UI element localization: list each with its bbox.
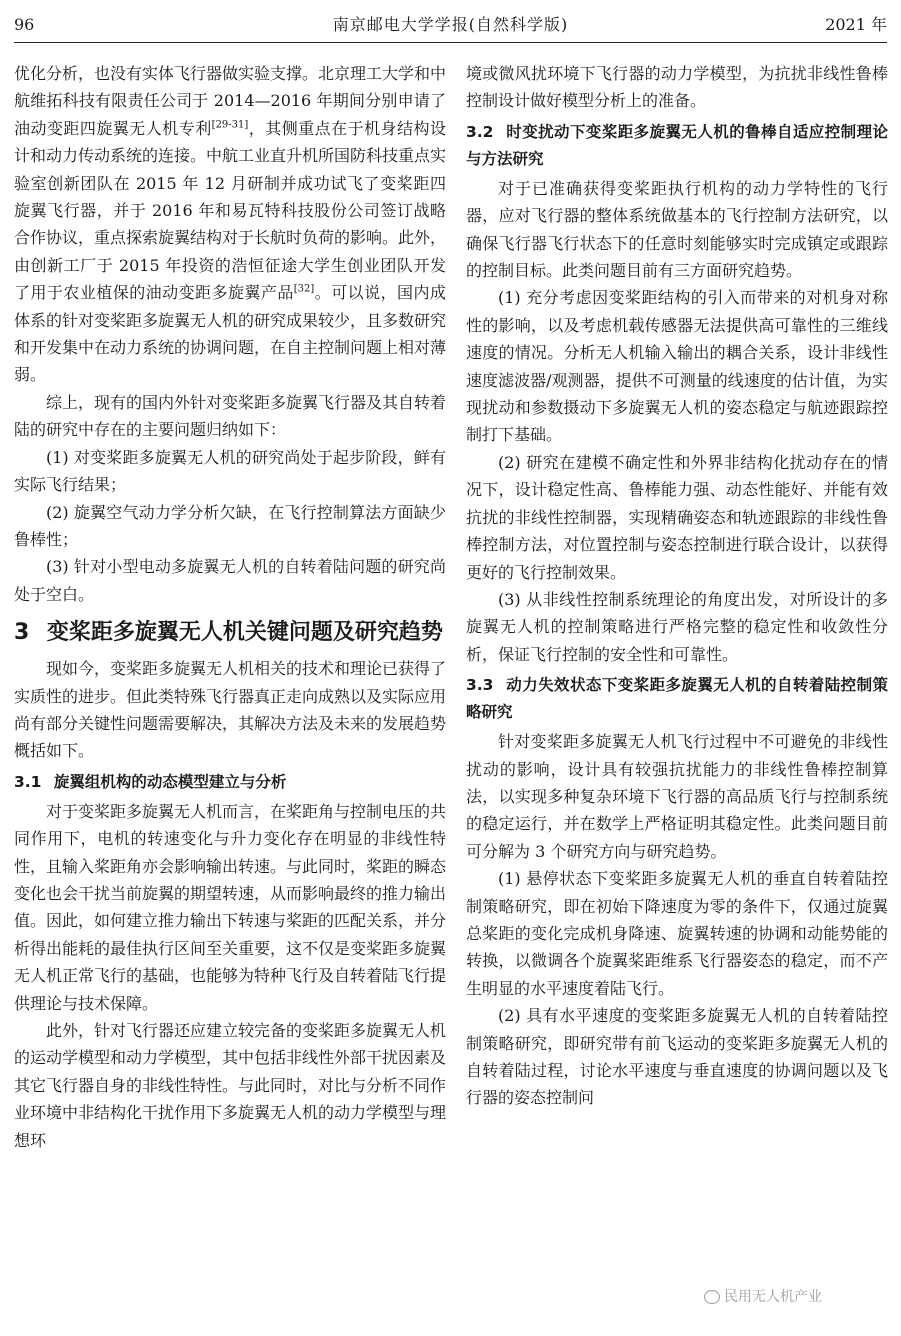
citation: [32]: [293, 283, 315, 295]
paragraph: 优化分析，也没有实体飞行器做实验支撑。北京理工大学和中航维拓科技有限责任公司于 2014—2016 年期间分别申请了油动变距四旋翼无人机专利[29-31]，其侧重点在于机身结构设计和动力传动系统的连接。中航工业直升机所国防科技重点实验室创新团队在 2015 年 12 月研制并成功试飞了变桨距四旋翼飞行器，并于 2016 年和易瓦特科技股份公司签订战略合作协议，重点探索旋翼结构对于长航时负荷的影响。此外，由创新工厂于 2015 年投资的浩恒征途大学生创业团队开发了用于农业植保的油动变距多旋翼产品[32]。可以说，国内成体系的针对变桨距多旋翼无人机的研究成果较少，且多数研究和开发集中在动力系统的协调问题，在自主控制问题上相对薄弱。: [14, 64, 447, 385]
watermark: 民用无人机产业: [700, 1286, 826, 1306]
subsection-heading: 3.3 动力失效状态下变桨距多旋翼无人机的自转着陆控制策略研究: [466, 676, 888, 722]
list-item: (3) 针对小型电动多旋翼无人机的自转着陆问题的研究尚处于空白。: [14, 557, 446, 604]
right-column: [466, 60, 888, 1112]
paragraph: 综上，现有的国内外针对变桨距多旋翼飞行器及其自转着陆的研究中存在的主要问题归纳如下：: [14, 392, 447, 440]
list-item: (1) 悬停状态下变桨距多旋翼无人机的垂直自转着陆控制策略研究，即在初始下降速度为零的条件下，仅通过旋翼总桨距的变化完成机身降速、旋翼转速的协调和动能势能的转换，以微调各个旋翼桨距维系飞行器姿态的稳定，而不产生明显的水平速度着陆飞行。: [466, 869, 888, 998]
paragraph: 境或微风扰环境下飞行器的动力学模型，为抗扰非线性鲁棒控制设计做好模型分析上的准备。: [466, 64, 888, 111]
paragraph: 针对变桨距多旋翼无人机飞行过程中不可避免的非线性扰动的影响，设计具有较强抗扰能力的非线性鲁棒控制算法，以实现多种复杂环境下飞行器的高品质飞行与控制系统的稳定运行，并在数学上严格证明其稳定性。此类问题目前可分解为 3 个研究方向与研究趋势。: [466, 732, 888, 861]
paragraph: 此外，针对飞行器还应建立较完备的变桨距多旋翼无人机的运动学模型和动力学模型，其中包括非线性外部干扰因素及其它飞行器自身的非线性特性。与此同时，对比与分析不同作业环境中非结构化干扰作用下多旋翼无人机的动力学模型与理想环: [14, 1021, 447, 1150]
page-number: 96: [14, 15, 35, 34]
page-header: [14, 12, 887, 43]
journal-title: 南京邮电大学学报(自然科学版): [332, 15, 569, 34]
citation: [29-31]: [211, 119, 249, 131]
section-heading: 3 变桨距多旋翼无人机关键问题及研究趋势: [14, 620, 443, 646]
subsection-heading: 3.1 旋翼组机构的动态模型建立与分析: [14, 772, 287, 791]
list-item: (3) 从非线性控制系统理论的角度出发，对所设计的多旋翼无人机的控制策略进行严格完整的稳定性和收敛性分析，保证飞行控制的安全性和可靠性。: [466, 589, 888, 664]
paragraph: 现如今，变桨距多旋翼无人机相关的技术和理论已获得了实质性的进步。但此类特殊飞行器真正走向成熟以及实际应用尚有部分关键性问题需要解决，其解决方法及未来的发展趋势概括如下。: [14, 659, 447, 761]
subsection-heading: 3.2 时变扰动下变桨距多旋翼无人机的鲁棒自适应控制理论与方法研究: [466, 122, 888, 168]
list-item: (2) 研究在建模不确定性和外界非结构化扰动存在的情况下，设计稳定性高、鲁棒能力强、动态性能好、并能有效抗扰的非线性控制器，实现精确姿态和轨迹跟踪的非线性鲁棒控制方法，对位置控制与姿态控制进行联合设计，以获得更好的飞行控制效果。: [466, 452, 888, 582]
wechat-icon: [704, 1290, 720, 1304]
list-item: (1) 充分考虑因变桨距结构的引入而带来的对机身对称性的影响，以及考虑机载传感器无法提供高可靠性的三维线速度的情况。分析无人机输入输出的耦合关系，设计非线性速度滤波器/观测器，提供不可测量的线速度的估计值，为实现扰动和参数摄动下多旋翼无人机的姿态稳定与航迹跟踪控制打下基础。: [466, 288, 888, 445]
publication-year: 2021 年: [825, 15, 887, 34]
paragraph: 对于已准确获得变桨距执行机构的动力学特性的飞行器，应对飞行器的整体系统做基本的飞行控制方法研究，以确保飞行器飞行状态下的任意时刻能够实时完成镇定或跟踪的控制目标。此类问题目前有三方面研究趋势。: [466, 178, 888, 281]
list-item: (2) 具有水平速度的变桨距多旋翼无人机的自转着陆控制策略研究，即研究带有前飞运动的变桨距多旋翼无人机的自转着陆过程，讨论水平速度与垂直速度的协调问题以及飞行器的姿态控制问: [466, 1006, 888, 1108]
paragraph: 对于变桨距多旋翼无人机而言，在桨距角与控制电压的共同作用下，电机的转速变化与升力变化存在明显的非线性特性，且输入桨距角亦会影响输出转速。与此同时，桨距的瞬态变化也会干扰当前旋翼的期望转速，从而影响最终的推力输出值。因此，如何建立推力输出下转速与桨距的匹配关系，并分析得出能耗的最佳执行区间至关重要，这不仅是变桨距多旋翼无人机正常飞行的基础，也能够为特种飞行及自转着陆飞行提供理论与技术保障。: [14, 801, 447, 1013]
list-item: (1) 对变桨距多旋翼无人机的研究尚处于起步阶段，鲜有实际飞行结果；: [14, 447, 446, 495]
left-column: [14, 60, 446, 1154]
list-item: (2) 旋翼空气动力学分析欠缺，在飞行控制算法方面缺少鲁棒性；: [14, 502, 446, 549]
